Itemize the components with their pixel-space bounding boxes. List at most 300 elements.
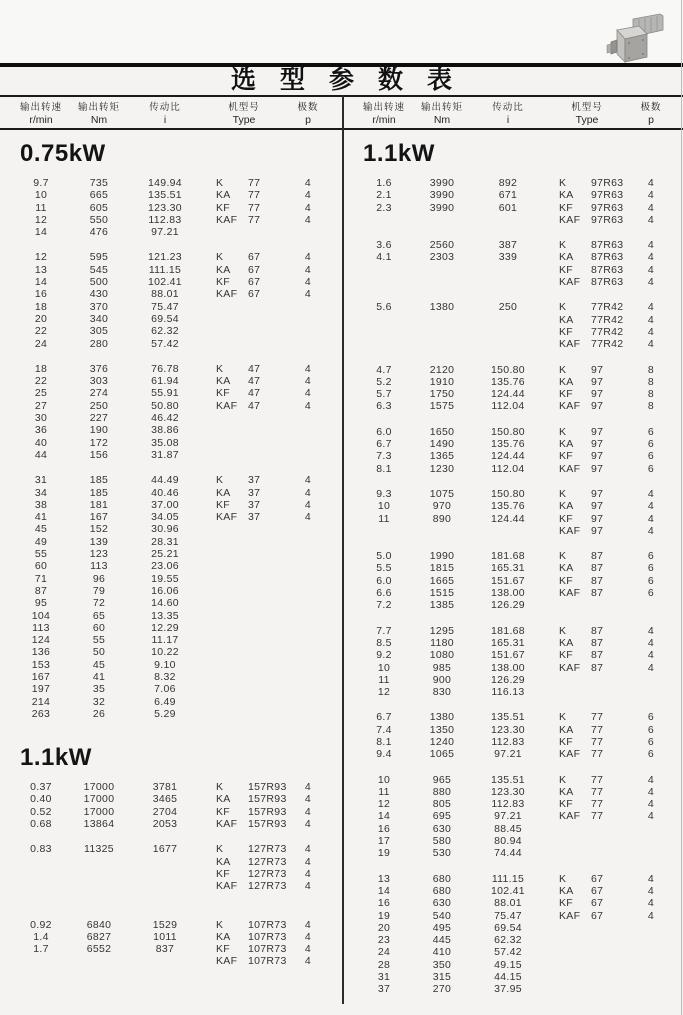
ratio-value: 181.68: [491, 550, 525, 563]
ratio-value: 69.54: [494, 921, 522, 934]
poles-value: 4: [304, 843, 312, 856]
output-torque-value: [411, 326, 473, 338]
ratio-value: 339: [498, 251, 518, 264]
ratio-value: [473, 338, 543, 350]
output-speed-value: 5.5: [376, 562, 392, 575]
poles-value: [631, 823, 671, 835]
model-size: 67: [591, 897, 604, 910]
output-speed-value: 13: [377, 872, 391, 885]
row-group: [357, 488, 682, 537]
ratio-value: 44.15: [494, 971, 522, 984]
poles-value: 4: [647, 524, 655, 537]
model-size: 77: [591, 723, 604, 736]
output-speed-value: [357, 276, 411, 288]
model-type: [200, 955, 288, 967]
row-group: [357, 301, 682, 350]
row-group: [357, 426, 682, 475]
output-speed-value: 45: [34, 523, 48, 536]
ratio-value: 671: [498, 189, 518, 202]
model-prefix: KAF: [216, 880, 238, 893]
output-speed-value: 49: [34, 535, 48, 548]
ratio-value: 97.21: [494, 748, 522, 761]
model-size: 87: [591, 550, 604, 563]
model-prefix: KA: [559, 189, 574, 202]
output-torque-value: 550: [89, 213, 109, 226]
table-row: [357, 786, 682, 798]
poles-value: 6: [647, 587, 655, 600]
model-size: 77: [591, 711, 604, 724]
poles-value: 4: [304, 474, 312, 487]
output-speed-value: 41: [34, 511, 48, 524]
output-torque-value: [68, 955, 130, 967]
table-row: [14, 659, 341, 671]
model-prefix: K: [559, 773, 567, 786]
poles-value: [288, 646, 328, 658]
table-row: [14, 856, 341, 868]
output-speed-value: 38: [34, 498, 48, 511]
table-row: [14, 880, 341, 892]
ratio-value: 601: [498, 201, 518, 214]
table-row: [357, 338, 682, 350]
output-torque-value: 32: [92, 695, 106, 708]
model-size: 97: [591, 524, 604, 537]
power-rating-heading: 1.1kW: [363, 140, 435, 167]
poles-value: 4: [304, 251, 312, 264]
model-prefix: KA: [559, 500, 574, 513]
output-speed-value: 7.3: [376, 450, 392, 463]
output-speed-value: 22: [34, 375, 48, 388]
ratio-value: 892: [498, 177, 518, 189]
model-type: [200, 511, 288, 523]
model-size: 97R63: [591, 189, 624, 202]
poles-value: 4: [647, 798, 655, 811]
model-type: [543, 674, 631, 686]
poles-value: 4: [647, 909, 655, 922]
table-row: [357, 897, 682, 909]
row-group: [357, 774, 682, 860]
table-row: [357, 885, 682, 897]
model-type: [543, 251, 631, 263]
ratio-value: 5.29: [154, 707, 176, 720]
model-size: 67: [248, 251, 261, 264]
output-speed-value: 5.7: [376, 388, 392, 401]
poles-value: 4: [304, 387, 312, 400]
table-row: [14, 683, 341, 695]
output-speed-value: 24: [377, 946, 391, 959]
output-speed-value: 31: [34, 474, 48, 487]
ratio-value: 102.41: [491, 884, 525, 897]
output-speed-value: 36: [34, 424, 48, 437]
poles-value: [288, 301, 328, 313]
model-prefix: K: [559, 872, 567, 885]
ratio-value: 69.54: [151, 312, 179, 325]
output-torque-value: [411, 214, 473, 226]
model-prefix: K: [559, 363, 567, 376]
model-size: 77R42: [591, 338, 624, 351]
output-torque-value: 665: [89, 189, 109, 202]
table-row: [357, 798, 682, 810]
poles-value: [631, 946, 671, 958]
ratio-value: 138.00: [491, 587, 525, 600]
model-prefix: K: [216, 177, 224, 189]
poles-value: 4: [647, 487, 655, 500]
poles-value: 4: [304, 213, 312, 226]
poles-value: [288, 449, 328, 461]
table-row: [357, 649, 682, 661]
model-prefix: KAF: [559, 810, 581, 823]
ratio-value: 50.80: [151, 399, 179, 412]
ratio-value: 116.13: [491, 686, 525, 699]
poles-value: 6: [647, 748, 655, 761]
output-speed-value: 5.2: [376, 375, 392, 388]
output-speed-value: 104: [31, 609, 51, 622]
table-row: [14, 264, 341, 276]
ratio-value: 2053: [152, 818, 178, 831]
model-prefix: K: [559, 177, 567, 189]
model-type: [200, 610, 288, 622]
output-torque-value: 445: [432, 934, 452, 947]
output-torque-value: 1065: [429, 748, 455, 761]
ratio-value: 62.32: [151, 325, 179, 338]
header-model-type: 机型号 Type: [228, 102, 260, 126]
page-top-margin: [0, 0, 683, 63]
output-speed-value: 14: [34, 276, 48, 289]
model-size: 97: [591, 388, 604, 401]
output-speed-value: 263: [31, 707, 51, 720]
model-prefix: KAF: [559, 400, 581, 413]
model-type: [543, 711, 631, 723]
output-torque-value: 1240: [429, 735, 455, 748]
row-group: [357, 711, 682, 760]
model-type: [543, 599, 631, 611]
output-speed-value: 25: [34, 387, 48, 400]
output-speed-value: 16: [377, 822, 391, 835]
output-speed-value: [357, 214, 411, 226]
model-size: 97: [591, 450, 604, 463]
output-speed-value: 18: [34, 300, 48, 313]
table-row: [14, 536, 341, 548]
model-size: 87: [591, 661, 604, 674]
ratio-value: 135.76: [491, 438, 525, 451]
model-type: [543, 736, 631, 748]
model-size: 67: [248, 276, 261, 289]
model-prefix: KF: [216, 276, 231, 289]
model-prefix: KF: [559, 897, 574, 910]
output-torque-value: 303: [89, 375, 109, 388]
model-type: [200, 708, 288, 720]
table-row: [357, 637, 682, 649]
ratio-value: 121.23: [148, 251, 182, 264]
poles-value: 4: [304, 818, 312, 831]
model-size: 77: [591, 773, 604, 786]
output-torque-value: 1365: [429, 450, 455, 463]
table-row: [14, 499, 341, 511]
poles-value: [288, 597, 328, 609]
table-row: [357, 376, 682, 388]
ratio-value: 112.04: [491, 462, 525, 475]
model-prefix: KA: [559, 636, 574, 649]
poles-value: 4: [304, 930, 312, 943]
output-speed-value: 2.1: [376, 189, 392, 202]
ratio-value: [473, 326, 543, 338]
table-row: [357, 550, 682, 562]
model-size: 97R63: [591, 177, 624, 189]
output-torque-value: 156: [89, 448, 109, 461]
model-size: 67: [591, 909, 604, 922]
model-size: 87R63: [591, 239, 624, 252]
output-speed-value: 0.37: [30, 781, 52, 794]
output-speed-value: 5.6: [376, 301, 392, 314]
output-speed-value: 8.5: [376, 636, 392, 649]
poles-value: [631, 959, 671, 971]
model-prefix: KA: [216, 189, 231, 202]
poles-value: 6: [647, 425, 655, 438]
poles-value: 6: [647, 574, 655, 587]
table-row: [357, 400, 682, 412]
table-row: [14, 696, 341, 708]
output-speed-value: 9.7: [33, 177, 49, 189]
model-size: 67: [591, 872, 604, 885]
output-speed-value: 3.6: [376, 239, 392, 252]
poles-value: 4: [304, 511, 312, 524]
table-row: [14, 585, 341, 597]
poles-value: 4: [647, 263, 655, 276]
table-row: [357, 587, 682, 599]
ratio-value: 61.94: [151, 375, 179, 388]
model-type: [200, 585, 288, 597]
output-torque-value: 26: [92, 707, 106, 720]
output-speed-value: 12: [377, 798, 391, 811]
model-prefix: KAF: [559, 338, 581, 351]
poles-value: 8: [647, 400, 655, 413]
table-row: [357, 177, 682, 189]
table-row: [14, 202, 341, 214]
model-type: [200, 214, 288, 226]
ratio-value: 30.96: [151, 523, 179, 536]
output-speed-value: 19: [377, 847, 391, 860]
poles-value: 4: [304, 918, 312, 931]
output-torque-value: 72: [92, 597, 106, 610]
output-speed-value: 44: [34, 448, 48, 461]
output-speed-value: 23: [377, 934, 391, 947]
poles-value: [288, 523, 328, 535]
model-prefix: KA: [559, 785, 574, 798]
table-row: [357, 513, 682, 525]
poles-value: 4: [304, 399, 312, 412]
ratio-value: 37.95: [494, 983, 522, 996]
model-type: [200, 919, 288, 931]
ratio-value: 151.67: [491, 574, 525, 587]
output-torque-value: 185: [89, 486, 109, 499]
output-torque-value: 540: [432, 909, 452, 922]
output-torque-value: 17000: [83, 781, 115, 794]
output-torque-value: 305: [89, 325, 109, 338]
output-torque-value: 55: [92, 634, 106, 647]
table-row: [14, 363, 341, 375]
model-size: 127R73: [248, 855, 287, 868]
poles-value: [288, 696, 328, 708]
output-speed-value: [14, 955, 68, 967]
output-speed-value: [357, 338, 411, 350]
model-prefix: KAF: [559, 587, 581, 600]
model-type: [200, 499, 288, 511]
ratio-value: 1529: [152, 918, 178, 931]
table-row: [14, 424, 341, 436]
model-prefix: KAF: [559, 276, 581, 289]
output-torque-value: 139: [89, 535, 109, 548]
poles-value: 4: [647, 239, 655, 252]
table-row: [14, 400, 341, 412]
model-type: [543, 463, 631, 475]
model-size: 87R63: [591, 251, 624, 264]
output-torque-value: 3990: [429, 201, 455, 214]
row-group: [14, 177, 341, 238]
ratio-value: 135.51: [491, 773, 525, 786]
table-row: [14, 474, 341, 486]
model-prefix: KAF: [559, 661, 581, 674]
poles-value: [631, 922, 671, 934]
output-torque-value: 805: [432, 798, 452, 811]
poles-value: 4: [647, 276, 655, 289]
output-speed-value: 30: [34, 412, 48, 425]
model-size: 87: [591, 574, 604, 587]
ratio-value: 75.47: [494, 909, 522, 922]
model-prefix: KAF: [559, 213, 581, 226]
output-torque-value: 3990: [429, 189, 455, 202]
poles-value: [631, 674, 671, 686]
output-speed-value: 12: [377, 686, 391, 699]
table-row: [357, 500, 682, 512]
model-prefix: KAF: [216, 399, 238, 412]
model-type: [200, 597, 288, 609]
output-speed-value: 214: [31, 695, 51, 708]
model-prefix: K: [216, 781, 224, 794]
model-type: [200, 943, 288, 955]
model-type: [200, 548, 288, 560]
ratio-value: 150.80: [491, 363, 525, 376]
model-type: [543, 959, 631, 971]
output-speed-value: 27: [34, 399, 48, 412]
model-type: [200, 659, 288, 671]
ratio-value: [130, 955, 200, 967]
output-torque-value: 315: [432, 971, 452, 984]
poles-value: 4: [647, 338, 655, 351]
table-row: [357, 748, 682, 760]
output-speed-value: 11: [378, 785, 390, 798]
model-type: [543, 438, 631, 450]
model-prefix: K: [216, 251, 224, 264]
ratio-value: 62.32: [494, 934, 522, 947]
ratio-value: 135.51: [491, 711, 525, 724]
model-prefix: KA: [559, 562, 574, 575]
ratio-value: 112.83: [491, 798, 525, 811]
poles-value: [288, 338, 328, 350]
model-type: [543, 971, 631, 983]
output-torque-value: 545: [89, 263, 109, 276]
model-prefix: KA: [559, 438, 574, 451]
model-prefix: KAF: [559, 524, 581, 537]
model-size: 97: [591, 375, 604, 388]
poles-value: 4: [304, 855, 312, 868]
model-type: [200, 931, 288, 943]
poles-value: 4: [647, 884, 655, 897]
gearmotor-photo: [603, 10, 667, 70]
table-row: [14, 338, 341, 350]
table-row: [357, 873, 682, 885]
poles-value: 4: [647, 810, 655, 823]
model-type: [200, 251, 288, 263]
model-type: [200, 880, 288, 892]
ratio-value: 40.46: [151, 486, 179, 499]
ratio-value: 387: [498, 239, 518, 252]
table-row: [357, 810, 682, 822]
model-size: 67: [248, 288, 261, 301]
table-row: [357, 736, 682, 748]
table-row: [14, 671, 341, 683]
output-speed-value: 2.3: [376, 201, 392, 214]
output-torque-value: 185: [89, 474, 109, 487]
model-type: [543, 338, 631, 350]
output-torque-value: 1380: [429, 711, 455, 724]
poles-value: [288, 548, 328, 560]
output-speed-value: 136: [31, 646, 51, 659]
model-type: [543, 426, 631, 438]
model-prefix: KA: [559, 375, 574, 388]
model-type: [543, 550, 631, 562]
model-size: 77: [591, 785, 604, 798]
model-type: [543, 910, 631, 922]
ratio-value: 124.44: [491, 450, 525, 463]
ratio-value: 74.44: [494, 847, 522, 860]
model-prefix: K: [559, 711, 567, 724]
center-divider: [342, 95, 344, 1004]
ratio-value: 9.10: [154, 658, 176, 671]
output-torque-value: 680: [432, 872, 452, 885]
model-type: [543, 388, 631, 400]
model-type: [543, 686, 631, 698]
table-row: [357, 599, 682, 611]
output-torque-value: 970: [432, 500, 452, 513]
ratio-value: 88.01: [494, 897, 522, 910]
model-prefix: KA: [216, 855, 231, 868]
ratio-value: 38.86: [151, 424, 179, 437]
model-size: 47: [248, 362, 261, 375]
model-size: 37: [248, 486, 261, 499]
table-row: [14, 818, 341, 830]
output-speed-value: 8.1: [376, 462, 392, 475]
model-type: [200, 818, 288, 830]
table-row: [14, 387, 341, 399]
model-size: 97R63: [591, 213, 624, 226]
power-rating-heading: 0.75kW: [20, 140, 106, 167]
output-speed-value: 10: [377, 500, 391, 513]
poles-value: 4: [647, 649, 655, 662]
table-row: [357, 823, 682, 835]
output-speed-value: 10: [377, 661, 391, 674]
model-type: [543, 239, 631, 251]
poles-value: 4: [304, 793, 312, 806]
output-speed-value: 28: [377, 958, 391, 971]
row-group: [357, 177, 682, 226]
ratio-value: 97.21: [151, 226, 179, 239]
output-torque-value: 530: [432, 847, 452, 860]
output-speed-value: 11: [378, 512, 390, 525]
poles-value: [631, 599, 671, 611]
poles-value: 4: [647, 785, 655, 798]
output-speed-value: 34: [34, 486, 48, 499]
table-row: [14, 597, 341, 609]
model-type: [200, 523, 288, 535]
